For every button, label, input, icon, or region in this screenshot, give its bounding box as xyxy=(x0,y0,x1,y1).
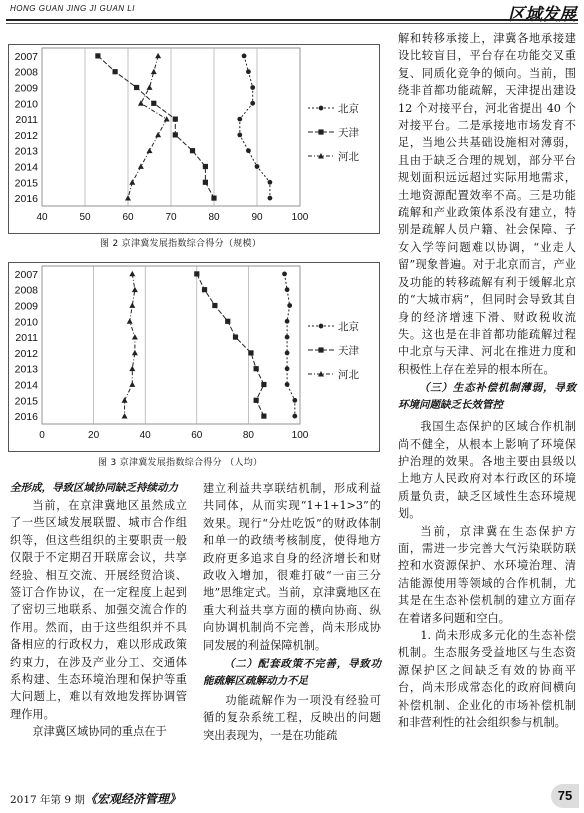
data-point xyxy=(225,319,230,324)
chart-frame xyxy=(9,263,380,452)
y-tick-label: 2013 xyxy=(14,145,38,158)
data-point xyxy=(285,319,290,324)
x-tick-label: 40 xyxy=(139,430,151,441)
data-point xyxy=(319,324,324,329)
y-tick-label: 2009 xyxy=(14,82,38,95)
data-point xyxy=(202,287,207,292)
y-tick-label: 2007 xyxy=(14,50,38,63)
running-header-pinyin: HONG GUAN JING JI GUAN LI xyxy=(10,4,135,13)
section-heading-continued: 全形成，导致区域协同缺乏持续动力 xyxy=(10,482,178,494)
data-point xyxy=(212,303,217,308)
y-tick-label: 2014 xyxy=(14,161,38,174)
data-point xyxy=(261,414,266,419)
data-point xyxy=(190,148,195,153)
data-point xyxy=(254,398,259,403)
data-point xyxy=(318,347,323,352)
legend-label: 北京 xyxy=(338,103,359,116)
data-point xyxy=(292,414,297,419)
data-point xyxy=(246,148,251,153)
data-point xyxy=(250,101,255,106)
figure-2-caption: 图 2 京津冀发展指数综合得分（规模） xyxy=(100,239,262,249)
data-point xyxy=(255,164,260,169)
y-tick-label: 2008 xyxy=(14,284,38,297)
y-tick-label: 2012 xyxy=(14,129,38,142)
x-tick-label: 80 xyxy=(242,430,254,441)
journal-name: 《宏观经济管理》 xyxy=(84,792,181,806)
data-point xyxy=(285,382,290,387)
x-tick-label: 90 xyxy=(251,212,263,223)
issue-label: 2017 年第 9 期 xyxy=(10,794,85,806)
right-column xyxy=(398,30,576,731)
y-tick-label: 2011 xyxy=(15,332,38,345)
x-tick-label: 100 xyxy=(291,212,309,223)
chart-frame xyxy=(9,45,380,234)
y-tick-label: 2007 xyxy=(14,268,38,281)
data-point xyxy=(268,180,273,185)
paragraph: 京津冀区域协同的重点在于 xyxy=(32,725,167,739)
data-point xyxy=(95,53,100,58)
paragraph: 功能疏解作为一项没有经验可循的复杂系统工程，反映出的问题突出表现为，一是在功能疏 xyxy=(203,694,381,742)
data-point xyxy=(248,350,253,355)
paragraph: 解和转移承接上，津冀各地承接建设比较盲目，平台存在功能交叉重复、同质化竞争的倾向。当前，围绕非首都功能疏解，天津提出建设 12 个对接平台，河北省提出 40 个对接平台。二是承接地市场发育不足，当地公共基础设施相对薄弱，且由于缺乏合理的规划，部分平台规划面积远远超过实际用地需求，土地资源配置效率不高。三是功能疏解和产业政策体系没有建立，特别是疏解人员户籍、社会保障、子女入学等问题难以协调，“业走人留”现象普遍。对于北京而言，产业及功能的转移疏解有利于缓解北京的“大城市病”，但同时会导致其自身的经济增速下滑、财政税收流失。这也是在非首都功能疏解过程中北京与天津、河北在推进力度和积极性上存在差异的根本所在。 xyxy=(398,32,576,376)
data-point xyxy=(246,69,251,74)
data-point xyxy=(318,129,323,134)
left-column xyxy=(10,480,187,741)
y-tick-label: 2010 xyxy=(14,98,38,111)
section-title: 区域发展 xyxy=(508,5,576,25)
header-rule-thin xyxy=(6,23,578,24)
paragraph: 建立利益共享联结机制，形成利益共同体，从而实现“1+1+1>3”的效果。现行“分灶吃饭”的财政体制和单一的政绩考核制度，使得地方政府更多追求自身的经济增长和财政收入增加，很难打破“一亩三分地”思维定式。当前，京津冀地区在重大利益共享方面的横向协商、纵向协调机制尚不完善，尚未形成协同发展的利益保障机制。 xyxy=(203,482,381,652)
x-tick-label: 0 xyxy=(39,430,45,441)
data-point xyxy=(319,106,324,111)
data-point xyxy=(292,398,297,403)
paragraph: 当前，京津冀在生态保护方面，需进一步完善大气污染联防联控和水资源保护、水环境治理、清洁能源使用等领域的合作机制，尤其是在生态补偿机制的建立方面存在着诸多问题和空白。 xyxy=(398,524,576,625)
data-point xyxy=(134,85,139,90)
data-point xyxy=(250,85,255,90)
paragraph: 我国生态保护的区域合作机制尚不健全，从根本上影响了环境保护治理的效果。各地主要由县级以上地方人民政府对本行政区的环境质量负责，缺乏区域性生态环境规划。 xyxy=(398,420,576,521)
x-tick-label: 70 xyxy=(165,212,177,223)
section-heading-3: （三）生态补偿机制薄弱，导致环境问题缺乏长效管控 xyxy=(398,382,576,412)
data-point xyxy=(203,180,208,185)
x-tick-label: 60 xyxy=(122,212,134,223)
y-tick-label: 2016 xyxy=(14,411,38,424)
x-tick-label: 60 xyxy=(191,430,203,441)
legend-label: 河北 xyxy=(338,369,359,382)
data-point xyxy=(194,271,199,276)
data-point xyxy=(261,382,266,387)
legend-label: 北京 xyxy=(338,321,359,334)
data-point xyxy=(237,133,242,138)
y-tick-label: 2008 xyxy=(14,66,38,79)
data-point xyxy=(285,366,290,371)
y-tick-label: 2009 xyxy=(14,300,38,313)
x-tick-label: 20 xyxy=(88,430,100,441)
data-point xyxy=(285,351,290,356)
footer-citation xyxy=(10,790,181,807)
data-point xyxy=(237,117,242,122)
data-point xyxy=(268,196,273,201)
legend-label: 河北 xyxy=(338,151,359,164)
y-tick-label: 2014 xyxy=(14,379,38,392)
data-point xyxy=(233,335,238,340)
y-tick-label: 2015 xyxy=(14,177,38,190)
x-tick-label: 40 xyxy=(36,212,48,223)
data-point xyxy=(113,69,118,74)
legend-label: 天津 xyxy=(338,345,359,358)
data-point xyxy=(242,54,247,59)
data-point xyxy=(173,132,178,137)
data-point xyxy=(285,335,290,340)
y-tick-label: 2012 xyxy=(14,347,38,360)
paragraph: 1. 尚未形成多元化的生态补偿机制。生态服务受益地区与生态资源保护区之间缺乏有效的协商平台，尚未形成常态化的政府间横向补偿机制、企业化的市场补偿机制和非营利性的社会组织参与机制。 xyxy=(398,629,576,730)
figure-2-chart xyxy=(8,44,380,234)
paragraph: 当前，在京津冀地区虽然成立了一些区域发展联盟、城市合作组织等，但这些组织的主要职责一般仅限于不定期召开联席会议，共享经验、相互交流、开展经贸洽谈、签订合作协议，在一定程度上起到了密切三地联系、加强交流合作的作用。然而，由于这些组织并不具备相应的行政权力，难以形成政策约束力，在涉及产业分工、交通体系构建、生态环境治理和保护等重大问题上，难以有效地发挥协调管理作用。 xyxy=(10,499,187,721)
x-tick-label: 50 xyxy=(79,212,91,223)
data-point xyxy=(254,366,259,371)
data-point xyxy=(285,287,290,292)
data-point xyxy=(282,272,287,277)
data-point xyxy=(287,303,292,308)
y-tick-label: 2015 xyxy=(14,395,38,408)
data-point xyxy=(173,117,178,122)
middle-column xyxy=(203,480,381,744)
y-tick-label: 2016 xyxy=(14,193,38,206)
figure-3-caption: 图 3 京津冀发展指数综合得分 （人均） xyxy=(98,458,263,468)
data-point xyxy=(151,101,156,106)
header-rule xyxy=(6,19,578,21)
y-tick-label: 2010 xyxy=(14,316,38,329)
x-tick-label: 100 xyxy=(291,430,309,441)
data-point xyxy=(203,164,208,169)
x-tick-label: 80 xyxy=(208,212,220,223)
legend-label: 天津 xyxy=(338,127,359,140)
y-tick-label: 2011 xyxy=(15,114,38,127)
data-point xyxy=(211,196,216,201)
y-tick-label: 2013 xyxy=(14,363,38,376)
page-number: 75 xyxy=(551,784,579,808)
figure-3-chart xyxy=(8,262,380,452)
section-heading-2: （二）配套政策不完善，导致功能疏解区疏解动力不足 xyxy=(203,658,381,688)
